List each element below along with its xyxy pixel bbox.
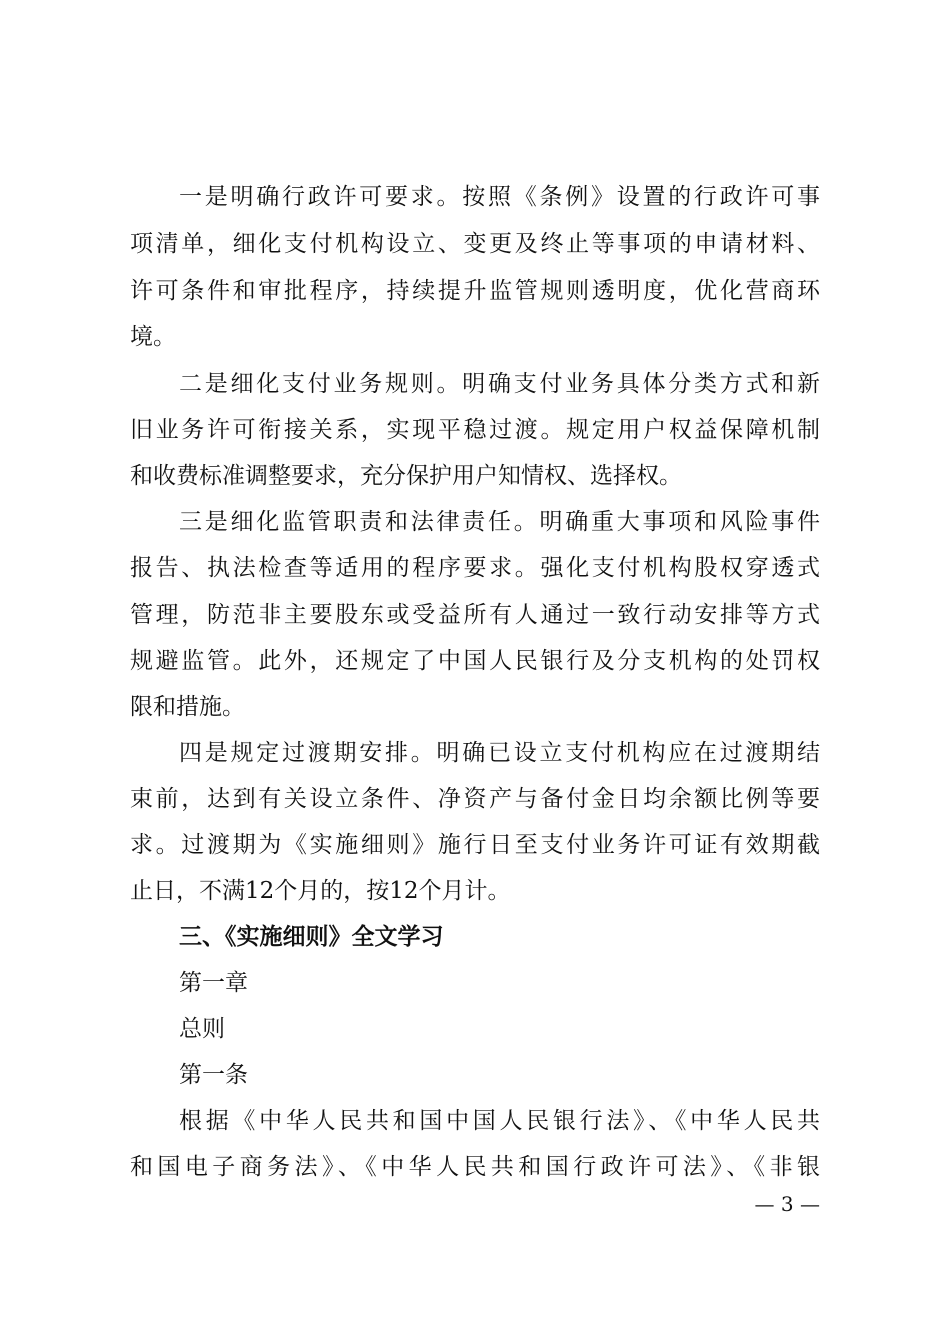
paragraph-2-line-2: 旧业务许可衔接关系，实现平稳过渡。规定用户权益保障机制 bbox=[130, 417, 820, 443]
paragraph-4-line-1: 四是规定过渡期安排。明确已设立支付机构应在过渡期结 bbox=[179, 740, 820, 766]
paragraph-1-line-3: 许可条件和审批程序，持续提升监管规则透明度，优化营商环 bbox=[130, 278, 820, 304]
paragraph-3-line-1: 三是细化监管职责和法律责任。明确重大事项和风险事件 bbox=[179, 509, 820, 535]
article-text-line-1: 根据《中华人民共和国中国人民银行法》、《中华人民共 bbox=[179, 1108, 820, 1134]
paragraph-4-line-2: 束前，达到有关设立条件、净资产与备付金日均余额比例等要 bbox=[130, 786, 820, 812]
section-heading: 三、《实施细则》全文学习 bbox=[179, 924, 444, 950]
paragraph-4-line-3: 求。过渡期为《实施细则》施行日至支付业务许可证有效期截 bbox=[130, 832, 820, 858]
paragraph-1-line-2: 项清单，细化支付机构设立、变更及终止等事项的申请材料、 bbox=[130, 231, 820, 257]
paragraph-2-line-1: 二是细化支付业务规则。明确支付业务具体分类方式和新 bbox=[179, 371, 820, 397]
paragraph-1-line-1: 一是明确行政许可要求。按照《条例》设置的行政许可事 bbox=[179, 184, 820, 210]
paragraph-3-line-5: 限和措施。 bbox=[130, 694, 245, 720]
chapter-label: 第一章 bbox=[179, 970, 248, 996]
paragraph-3-line-4: 规避监管。此外，还规定了中国人民银行及分支机构的处罚权 bbox=[130, 648, 820, 674]
paragraph-2-line-3: 和收费标准调整要求，充分保护用户知情权、选择权。 bbox=[130, 463, 682, 489]
article-text-line-2: 和国电子商务法》、《中华人民共和国行政许可法》、《非银 bbox=[130, 1154, 820, 1180]
paragraph-4-line-4: 止日，不满12个月的，按12个月计。 bbox=[130, 878, 511, 904]
paragraph-1-line-4: 境。 bbox=[130, 324, 176, 350]
chapter-title: 总则 bbox=[179, 1016, 225, 1042]
article-label: 第一条 bbox=[179, 1062, 248, 1088]
paragraph-3-line-3: 管理，防范非主要股东或受益所有人通过一致行动安排等方式 bbox=[130, 602, 820, 628]
page-number: — 3 — bbox=[754, 1192, 820, 1216]
paragraph-3-line-2: 报告、执法检查等适用的程序要求。强化支付机构股权穿透式 bbox=[130, 555, 820, 581]
